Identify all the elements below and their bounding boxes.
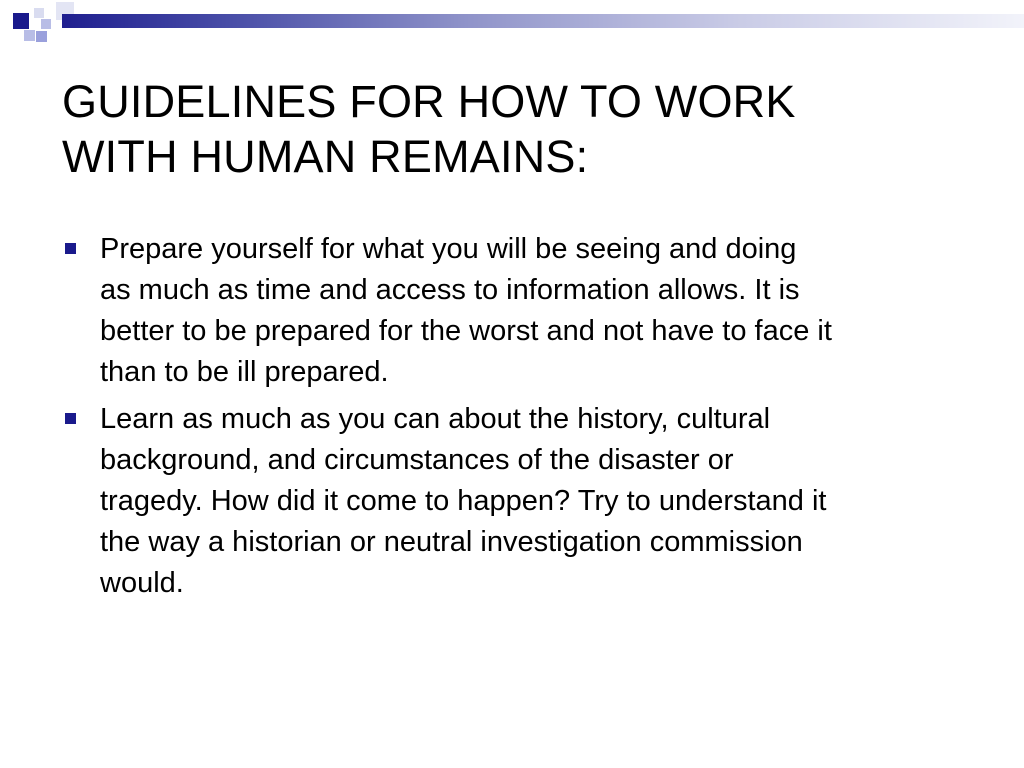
bullet-text-line: better to be prepared for the worst and not have to face it — [100, 315, 832, 347]
decorative-square — [36, 31, 47, 42]
bullet-text-line: the way a historian or neutral investigation commission — [100, 526, 803, 558]
bullet-text-line: background, and circumstances of the disaster or — [100, 444, 734, 476]
bullet-text-line: than to be ill prepared. — [100, 356, 389, 388]
bullet-item — [62, 399, 982, 604]
square-bullet-icon — [65, 413, 76, 424]
bullet-text-line: Prepare yourself for what you will be seeing and doing — [100, 233, 797, 265]
decorative-square — [24, 30, 35, 41]
decorative-square — [34, 8, 44, 18]
bullet-item — [62, 229, 982, 393]
header-gradient-bar — [62, 14, 1024, 28]
bullet-text-line: would. — [100, 567, 184, 599]
bullet-text-line: Learn as much as you can about the history, cultural — [100, 403, 771, 435]
title-line: GUIDELINES FOR HOW TO WORK — [62, 76, 796, 127]
title-line: WITH HUMAN REMAINS: — [62, 131, 589, 182]
slide-title — [62, 74, 962, 184]
bullet-list — [62, 229, 982, 610]
square-bullet-icon — [65, 243, 76, 254]
decorative-square — [41, 19, 51, 29]
bullet-text-line: as much as time and access to information allows. It is — [100, 274, 800, 306]
bullet-text-line: tragedy. How did it come to happen? Try to understand it — [100, 485, 827, 517]
decorative-square — [13, 13, 29, 29]
